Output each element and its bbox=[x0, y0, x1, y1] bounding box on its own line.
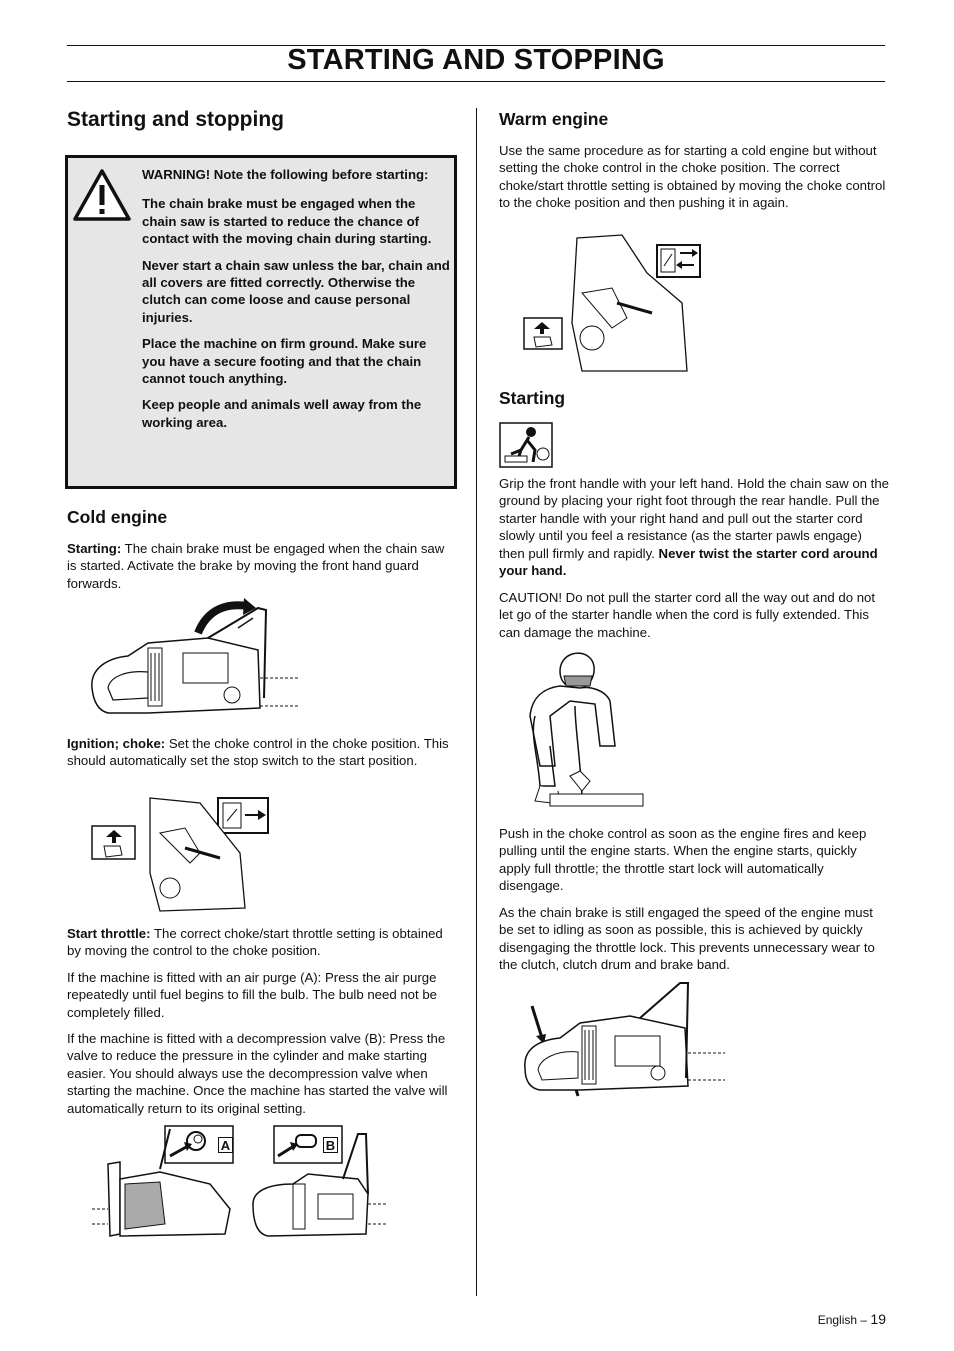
decompression-paragraph: If the machine is fitted with a decompression valve (B): Press the valve to reduce the pressure in the cylinder and make starting easier. You should always use the decompression valve when starting the machine. Once the machine has started the valve will automatically return to its original setting. bbox=[67, 1031, 448, 1116]
grip-warning: Never twist the starter cord around your hand. bbox=[499, 545, 878, 579]
person-starting-illustration bbox=[520, 646, 645, 814]
warning-p2: Never start a chain saw unless the bar, chain and all covers are fitted correctly. Otherwise the clutch can come loose and cause personal injuries. bbox=[142, 257, 450, 325]
section-heading: Starting and stopping bbox=[67, 108, 284, 131]
label-a: A bbox=[218, 1137, 233, 1153]
ignition-label: Ignition; choke: bbox=[67, 736, 166, 751]
warning-intro: WARNING! Note the following before starting: bbox=[142, 167, 429, 182]
footer-language: English bbox=[817, 1313, 858, 1327]
starting-paragraph bbox=[67, 540, 455, 592]
warning-p3: Place the machine on firm ground. Make sure you have a secure footing and that the chain cannot touch anything. bbox=[142, 336, 427, 387]
warning-box bbox=[65, 155, 457, 489]
grip-paragraph bbox=[499, 475, 889, 579]
air-purge-illustration bbox=[90, 1124, 235, 1246]
warm-engine-heading: Warm engine bbox=[499, 109, 609, 129]
decompression-valve-illustration bbox=[248, 1124, 393, 1246]
header-rule-bottom bbox=[67, 81, 885, 82]
choke-illustration bbox=[90, 793, 270, 915]
warm-engine-paragraph: Use the same procedure as for starting a cold engine but without setting the choke control in the choke position. The correct choke/start throttle setting is obtained by moving the choke control to the choke position and then pushing it in again. bbox=[499, 143, 886, 211]
starting-text: The chain brake must be engaged when the chain saw is started. Activate the brake by moving the front hand guard forwards. bbox=[67, 541, 445, 591]
ignition-text: Set the choke control in the choke position. This should automatically set the stop switch to the start position. bbox=[67, 736, 449, 769]
warning-triangle-icon bbox=[73, 168, 131, 222]
page-number: 19 bbox=[870, 1311, 886, 1327]
chainsaw-brake-illustration bbox=[88, 598, 303, 723]
warm-choke-illustration bbox=[522, 233, 702, 375]
throttle-paragraph bbox=[67, 925, 457, 960]
page-footer bbox=[818, 1311, 886, 1327]
brake-paragraph: As the chain brake is still engaged the speed of the engine must be set to idling as soon as possible, this is achieved by quickly disengaging the throttle lock. This prevents unnecessary wear to the clutch, clutch drum and brake band. bbox=[499, 905, 875, 973]
air-purge-paragraph: If the machine is fitted with an air purge (A): Press the air purge repeatedly until fuel begins to fill the bulb. The bulb need not be completely filled. bbox=[67, 970, 438, 1020]
warning-p1: The chain brake must be engaged when the chain saw is started to reduce the chance of contact with the moving chain during starting. bbox=[142, 196, 432, 247]
throttle-label: Start throttle: bbox=[67, 926, 151, 941]
caution-paragraph: CAUTION! Do not pull the starter cord all the way out and do not let go of the starter handle when the cord is fully extended. This can damage the machine. bbox=[499, 590, 876, 640]
page-title: STARTING AND STOPPING bbox=[287, 44, 665, 76]
push-choke-paragraph: Push in the choke control as soon as the engine fires and keep pulling until the engine starts. When the engine starts, quickly apply full throttle; the throttle start lock will automatically disengage. bbox=[499, 826, 867, 894]
label-b: B bbox=[323, 1137, 338, 1153]
warning-text bbox=[142, 166, 450, 440]
column-divider bbox=[476, 108, 477, 1296]
ignition-paragraph bbox=[67, 735, 457, 770]
footer-separator: – bbox=[860, 1313, 868, 1327]
grip-text: Grip the front handle with your left hand. Hold the chain saw on the ground by placing your right foot through the rear handle. Pull the starter handle with your right hand and pull out the starter cord slowly until you feel a resistance (as the starter pawls engage) then pull firmly and rapidly. bbox=[499, 476, 889, 561]
starting-heading: Starting bbox=[499, 388, 566, 408]
chainsaw-throttle-illustration bbox=[520, 978, 728, 1100]
warning-p4: Keep people and animals well away from the working area. bbox=[142, 397, 422, 430]
cold-engine-heading: Cold engine bbox=[67, 507, 168, 527]
starting-label: Starting: bbox=[67, 541, 122, 556]
starting-pictogram-icon bbox=[499, 422, 553, 468]
throttle-text: The correct choke/start throttle setting is obtained by moving the control to the choke position. bbox=[67, 926, 443, 959]
